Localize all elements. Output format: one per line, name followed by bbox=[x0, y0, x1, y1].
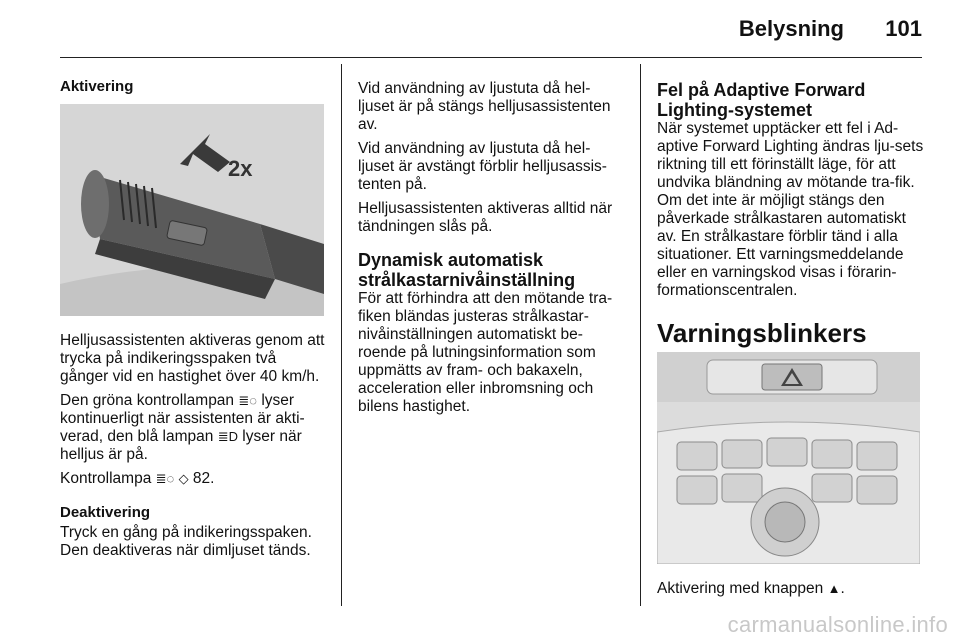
heading-activation: Aktivering bbox=[60, 78, 134, 95]
deactivation-paragraph: Tryck en gång på indikeringsspaken. Den deaktiveras när dimljuset tänds. bbox=[60, 524, 312, 559]
header-rule bbox=[60, 57, 922, 58]
afl-fault-heading: Fel på Adaptive Forward Lighting-systemet bbox=[657, 80, 866, 120]
control-lamp-reference: Kontrollampa ≣◌ ◇ 82. bbox=[60, 470, 215, 487]
column-1 bbox=[60, 78, 328, 98]
heading-deactivation: Deaktivering bbox=[60, 504, 151, 521]
watermark: carmanualsonline.info bbox=[727, 612, 948, 637]
press-twice-label: 2x bbox=[228, 156, 253, 181]
ignition-paragraph: Helljusassistenten aktiveras alltid när tändningen slås på. bbox=[358, 200, 613, 235]
column-2 bbox=[358, 80, 626, 422]
indicator-stalk-figure bbox=[60, 104, 324, 316]
indicator-stalk-image bbox=[60, 104, 324, 316]
dynamic-levelling-paragraph: För att förhindra att den mötande tra-fiken bländas justeras strålkastar-nivåinställningen automatiskt be-roende på lutningsinformation som uppmätts av fram- och bakaxeln, acceleration eller inbromsning och bilens hastighet. bbox=[358, 290, 613, 415]
column-3 bbox=[657, 80, 927, 348]
high-beam-assist-icon: ≣◌ bbox=[155, 471, 175, 486]
column-divider-1 bbox=[341, 64, 342, 606]
activation-paragraph: Helljusassistenten aktiveras genom att trycka på indikeringsspaken två gånger vid en hastighet över 40 km/h. bbox=[60, 332, 325, 385]
hazard-warning-icon: ▲ bbox=[827, 581, 841, 596]
control-lamp-paragraph: Den gröna kontrollampan ≣◌ lyser kontinuerligt när assistenten är akti-verad, den blå lampan ≣D lyser när helljus är på. bbox=[60, 392, 305, 463]
high-beam-assist-green-icon: ≣◌ bbox=[238, 393, 257, 408]
hazard-caption: Aktivering med knappen ▲. bbox=[657, 580, 845, 597]
flash-high-beam-on-paragraph: Vid användning av ljustuta då hel-ljuset är på stängs helljusassistenten av. bbox=[358, 80, 611, 133]
center-console-image bbox=[657, 352, 920, 564]
chapter-title: Belysning bbox=[738, 16, 844, 41]
flash-high-beam-off-paragraph: Vid användning av ljustuta då hel-ljuset är avstängt förblir helljusassis-tenten på. bbox=[358, 140, 607, 193]
afl-fault-paragraph: När systemet upptäcker ett fel i Ad-aptive Forward Lighting ändras lju-sets riktning till ett förinställt läge, för att undvika bländning av mötande tra-fik. Om det inte är möjligt stängs den påverkade strålkastaren automatiskt av. En strålkastare förblir tänd i alla situationer. Ett varningsmeddelande eller en varningskod visas i förarin-formationscentralen. bbox=[657, 120, 924, 299]
hazard-button-figure bbox=[657, 352, 920, 564]
dynamic-levelling-heading: Dynamisk automatisk strålkastarnivåinställning bbox=[358, 250, 576, 290]
high-beam-blue-icon: ≣D bbox=[217, 429, 238, 444]
page-number: 101 bbox=[885, 16, 922, 41]
column-1-text bbox=[60, 332, 328, 566]
page-reference-icon: ◇ bbox=[178, 471, 189, 486]
column-divider-2 bbox=[640, 64, 641, 606]
hazard-lights-title: Varningsblinkers bbox=[657, 318, 867, 348]
